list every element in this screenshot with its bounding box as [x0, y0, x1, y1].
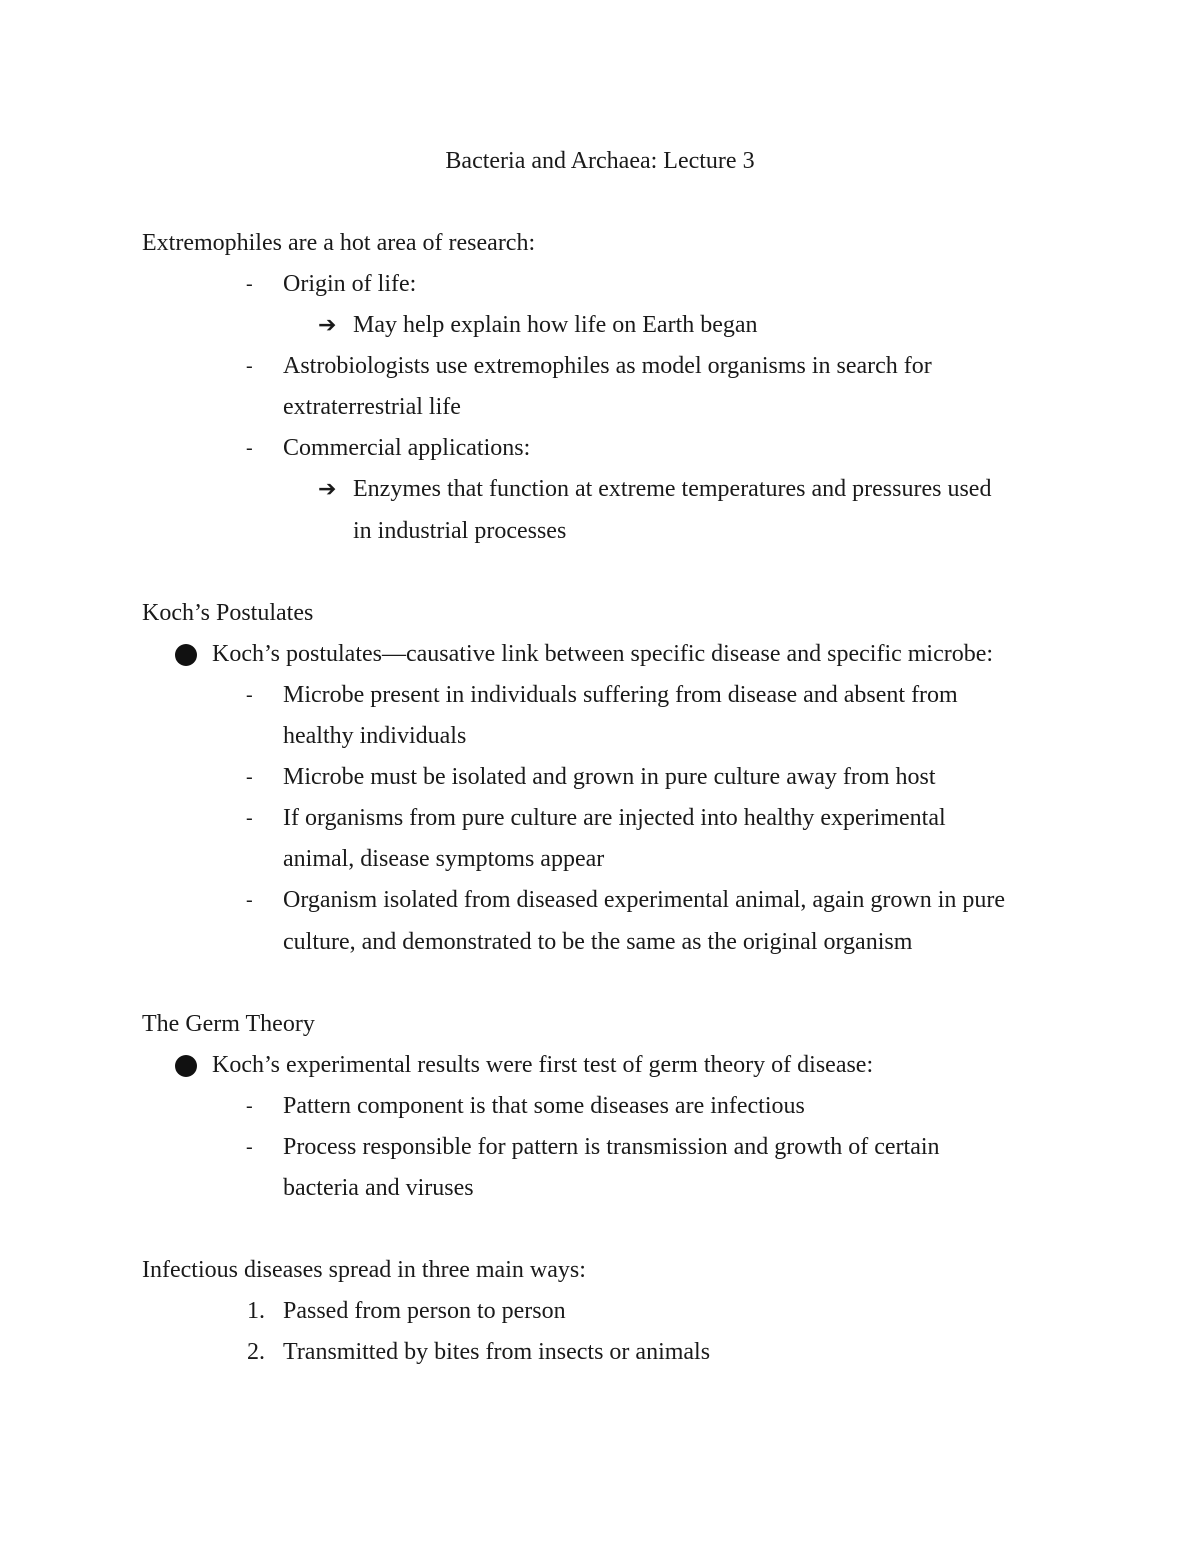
dash-bullet-icon: -: [246, 807, 253, 829]
arrow-bullet-icon: ➔: [318, 312, 337, 337]
dash-bullet-icon: -: [246, 437, 253, 459]
list-item: May help explain how life on Earth began: [353, 312, 758, 338]
list-item-continuation: culture, and demonstrated to be the same as the original organism: [283, 929, 913, 955]
filled-circle-bullet-icon: [175, 1055, 197, 1077]
list-item: Process responsible for pattern is transmission and growth of certain: [283, 1134, 940, 1160]
section-heading-extremophiles: Extremophiles are a hot area of research:: [142, 230, 536, 256]
dash-bullet-icon: -: [246, 355, 253, 377]
section-heading-infectious-diseases: Infectious diseases spread in three main ways:: [142, 1257, 586, 1283]
dash-bullet-icon: -: [246, 1095, 253, 1117]
list-item: Microbe present in individuals suffering from disease and absent from: [283, 682, 958, 708]
list-item: Enzymes that function at extreme temperatures and pressures used: [353, 476, 992, 502]
dash-bullet-icon: -: [246, 889, 253, 911]
list-item: Microbe must be isolated and grown in pure culture away from host: [283, 764, 936, 790]
bullet-item: Koch’s postulates—causative link between specific disease and specific microbe:: [212, 641, 994, 667]
list-item-continuation: extraterrestrial life: [283, 394, 461, 420]
bullet-item: Koch’s experimental results were first test of germ theory of disease:: [212, 1052, 874, 1078]
filled-circle-bullet-icon: [175, 644, 197, 666]
list-item: Commercial applications:: [283, 435, 531, 461]
document-title: Bacteria and Archaea: Lecture 3: [445, 148, 755, 174]
dash-bullet-icon: -: [246, 1136, 253, 1158]
list-item-continuation: bacteria and viruses: [283, 1175, 474, 1201]
list-item: If organisms from pure culture are injected into healthy experimental: [283, 805, 946, 831]
section-heading-kochs-postulates: Koch’s Postulates: [142, 600, 314, 626]
arrow-bullet-icon: ➔: [318, 476, 337, 501]
list-item: Organism isolated from diseased experimental animal, again grown in pure: [283, 887, 1006, 913]
list-number: 2.: [247, 1339, 265, 1365]
numbered-item: Passed from person to person: [283, 1298, 566, 1324]
list-item: Pattern component is that some diseases are infectious: [283, 1093, 805, 1119]
list-item: Origin of life:: [283, 271, 417, 297]
dash-bullet-icon: -: [246, 766, 253, 788]
list-item-continuation: animal, disease symptoms appear: [283, 846, 605, 872]
list-item-continuation: in industrial processes: [353, 518, 567, 544]
numbered-item: Transmitted by bites from insects or animals: [283, 1339, 711, 1365]
dash-bullet-icon: -: [246, 273, 253, 295]
section-heading-germ-theory: The Germ Theory: [142, 1011, 315, 1037]
list-item-continuation: healthy individuals: [283, 723, 467, 749]
dash-bullet-icon: -: [246, 684, 253, 706]
list-number: 1.: [247, 1298, 265, 1324]
list-item: Astrobiologists use extremophiles as model organisms in search for: [283, 353, 932, 379]
